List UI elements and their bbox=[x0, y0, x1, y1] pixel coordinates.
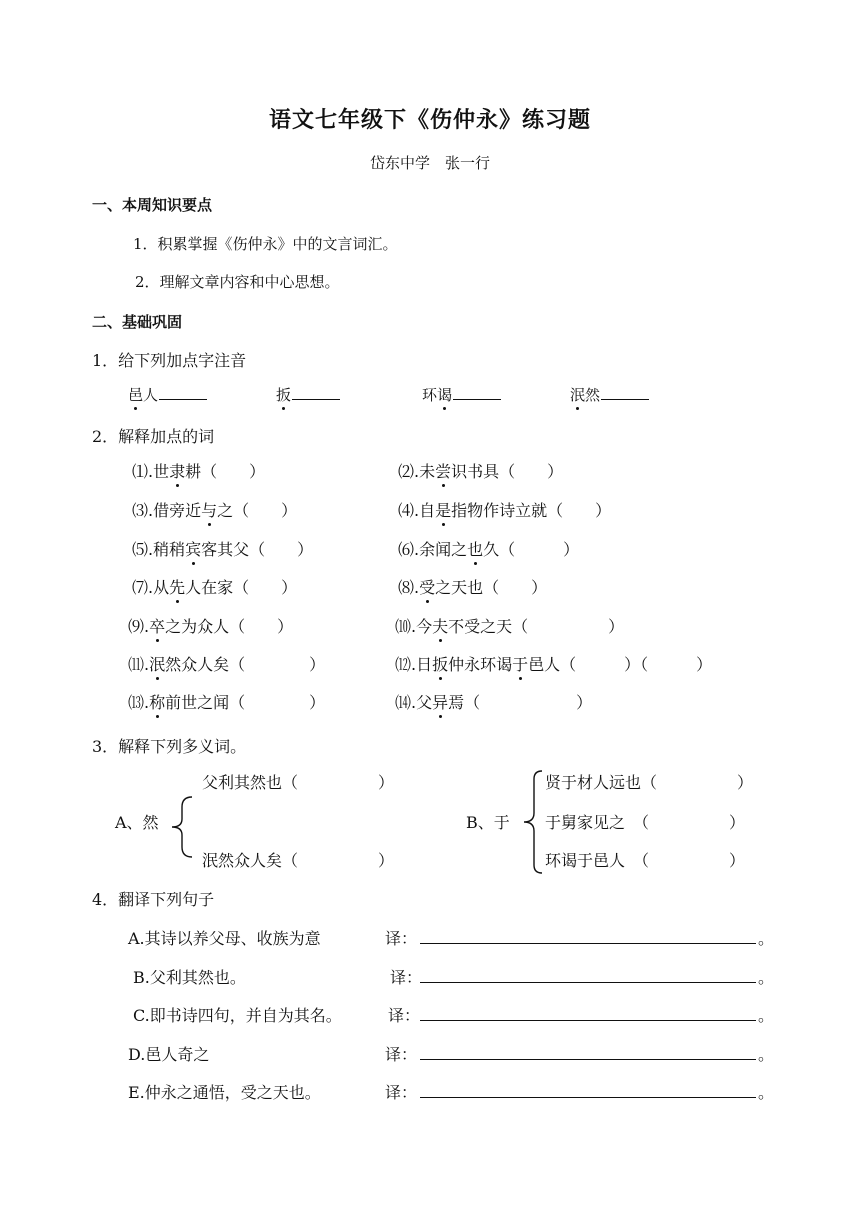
word-item: ⑾.泯然众人矣（ ） bbox=[128, 652, 325, 675]
word-item: ⑼.卒之为众人（ ） bbox=[128, 614, 293, 637]
pinyin-item: 邑人 bbox=[128, 384, 207, 405]
question-2-prompt: 2．解释加点的词 bbox=[92, 427, 215, 446]
sentence-text: C.即书诗四句，并自为其名。 bbox=[133, 1006, 342, 1025]
polysemy-item: 环谒于邑人 （ ） bbox=[545, 851, 746, 870]
translation-line[interactable] bbox=[420, 943, 756, 944]
sentence-end: 。 bbox=[758, 1045, 775, 1064]
word-item: ⑴.世隶耕（ ） bbox=[132, 459, 265, 482]
section-heading-1: 一、本周知识要点 bbox=[92, 196, 213, 214]
answer-blank[interactable] bbox=[453, 385, 501, 400]
sentence-text: E.仲永之通悟，受之天也。 bbox=[128, 1083, 321, 1102]
page-title: 语文七年级下《伤仲永》练习题 bbox=[268, 107, 591, 133]
polysemy-item: 父利其然也（ ） bbox=[202, 773, 395, 792]
translation-line[interactable] bbox=[420, 1059, 756, 1060]
pinyin-item: 环谒 bbox=[422, 384, 501, 405]
translation-line[interactable] bbox=[420, 1020, 756, 1021]
translate-label: 译： bbox=[388, 1006, 421, 1025]
sentence-end: 。 bbox=[758, 968, 775, 987]
word-item: ⑶.借旁近与之（ ） bbox=[132, 498, 297, 521]
question-1-prompt: 1．给下列加点字注音 bbox=[92, 351, 247, 370]
polysemy-item: 泯然众人矣（ ） bbox=[202, 851, 395, 870]
sentence-end: 。 bbox=[758, 1006, 775, 1025]
polysemy-item: 于舅家见之 （ ） bbox=[545, 813, 746, 832]
word-item: ⑺.从先人在家（ ） bbox=[132, 575, 297, 598]
answer-blank[interactable] bbox=[159, 385, 207, 400]
word-item: ⒁.父异焉（ ） bbox=[395, 690, 592, 713]
pinyin-item: 扳 bbox=[276, 384, 340, 405]
word-item: ⑻.受之天也（ ） bbox=[398, 575, 547, 598]
sentence-end: 。 bbox=[758, 929, 775, 948]
knowledge-point: 2．理解文章内容和中心思想。 bbox=[135, 273, 340, 291]
polysemy-label: B、于 bbox=[466, 813, 510, 832]
sentence-text: B.父利其然也。 bbox=[133, 968, 246, 987]
word-item: ⑸.稍稍宾客其父（ ） bbox=[132, 537, 313, 560]
sentence-end: 。 bbox=[758, 1083, 775, 1102]
word-item: ⒀.称前世之闻（ ） bbox=[128, 690, 325, 713]
word-item: ⑵.未尝识书具（ ） bbox=[398, 459, 563, 482]
author-line: 岱东中学 张一行 bbox=[369, 154, 490, 172]
word-item: ⑹.余闻之也久（ ） bbox=[398, 537, 579, 560]
polysemy-label: A、然 bbox=[115, 813, 159, 832]
translation-line[interactable] bbox=[420, 1097, 756, 1098]
left-brace bbox=[520, 769, 546, 875]
translate-label: 译： bbox=[385, 1045, 418, 1064]
left-brace bbox=[166, 795, 196, 859]
question-3-prompt: 3．解释下列多义词。 bbox=[92, 737, 247, 756]
translate-label: 译： bbox=[385, 929, 418, 948]
answer-blank[interactable] bbox=[601, 385, 649, 400]
translate-label: 译： bbox=[385, 1083, 418, 1102]
answer-blank[interactable] bbox=[292, 385, 340, 400]
section-heading-2: 二、基础巩固 bbox=[92, 313, 183, 331]
word-item: ⑿.日扳仲永环谒于邑人（ ）（ ） bbox=[395, 652, 712, 675]
word-item: ⑷.自是指物作诗立就（ ） bbox=[398, 498, 611, 521]
sentence-text: D.邑人奇之 bbox=[128, 1045, 210, 1064]
knowledge-point: 1．积累掌握《伤仲永》中的文言词汇。 bbox=[133, 235, 398, 253]
pinyin-item: 泯然 bbox=[570, 384, 649, 405]
translate-label: 译： bbox=[390, 968, 423, 987]
word-item: ⑽.今夫不受之天（ ） bbox=[395, 614, 624, 637]
translation-line[interactable] bbox=[420, 982, 756, 983]
sentence-text: A.其诗以养父母、收族为意 bbox=[128, 929, 321, 948]
question-4-prompt: 4．翻译下列句子 bbox=[92, 890, 215, 909]
polysemy-item: 贤于材人远也（ ） bbox=[545, 773, 754, 792]
